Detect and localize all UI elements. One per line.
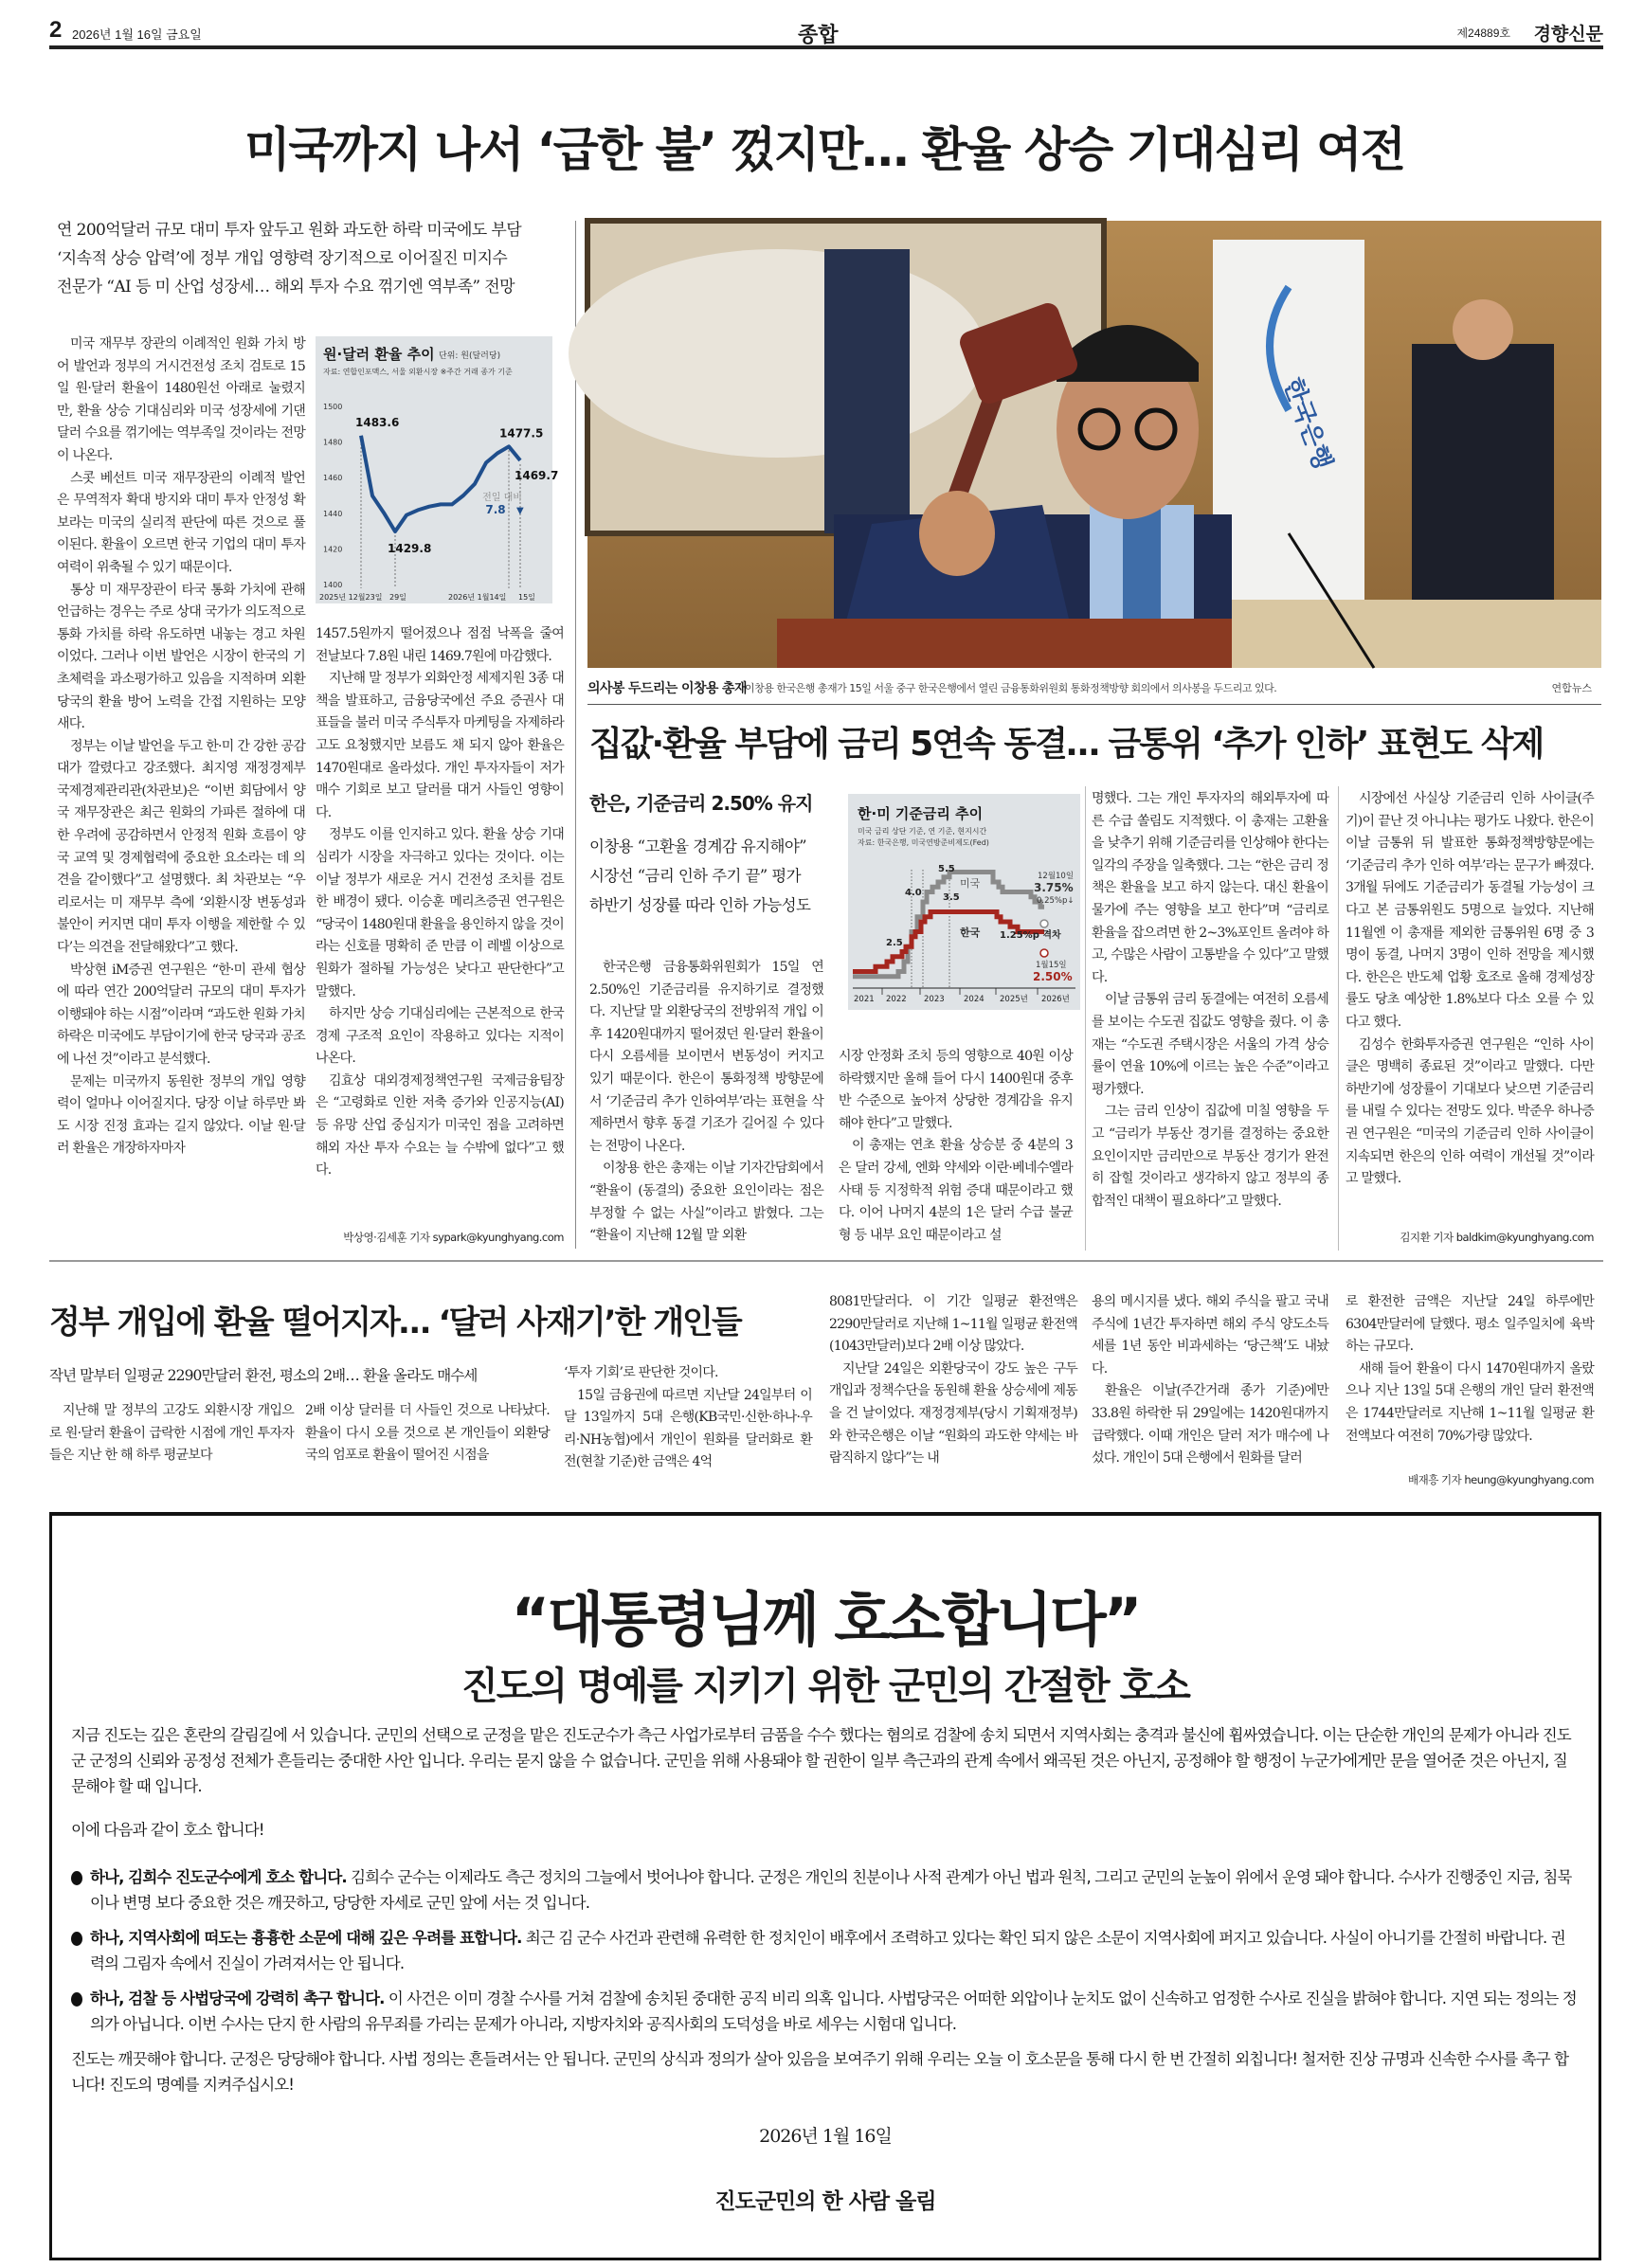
x-tick-label: 2023 bbox=[924, 995, 945, 1004]
masthead bbox=[49, 11, 1603, 49]
article1-decks bbox=[57, 216, 569, 301]
chart-source: 자료: 연합인포맥스, 서울 외환시장 ※주간 거래 종가 기준 bbox=[323, 368, 513, 376]
series-label-korea: 한국 bbox=[960, 927, 981, 939]
article3-column-4 bbox=[829, 1291, 1077, 1492]
x-tick-label: 29일 bbox=[389, 593, 406, 602]
deck-line: ‘지속적 상승 압력’에 정부 개입 영향력 장기적으로 이어질진 미지수 bbox=[57, 249, 508, 268]
page-number: 2 bbox=[49, 17, 63, 43]
section-name: 종합 bbox=[798, 24, 839, 47]
article2-column-3 bbox=[1092, 788, 1328, 1251]
paragraph: 지난해 말 정부의 고강도 외환시장 개입으로 원·달러 환율이 급락한 시점에 개인 투자자들은 지난 한 해 하루 평균보다 bbox=[49, 1403, 294, 1464]
interest-rate-chart-svg bbox=[848, 794, 1080, 1010]
paragraph: 스콧 베선트 미국 재무장관의 이례적 발언은 무역적자 확대 방지와 대미 투자 안정성 확보라는 미국의 실리적 판단에 따른 것으로 풀이된다. 환율이 오르면 한국 기업의 대미 투자 여력이 위축될 수 있기 때문이다. bbox=[57, 470, 305, 575]
article2-headline: 집값·환율 부담에 금리 5연속 동결… 금통위 ‘추가 인하’ 표현도 삭제 bbox=[589, 725, 1544, 764]
change-value: 7.8 bbox=[485, 503, 506, 516]
paragraph: 1457.5원까지 떨어졌으나 점점 낙폭을 줄여 전날보다 7.8원 내린 1469.7원에 마감했다. bbox=[316, 626, 564, 664]
flag-text: 한국은행 bbox=[1277, 374, 1337, 474]
appeal-text: 이 사건은 이미 경찰 수사를 거쳐 검찰에 송치된 중대한 공직 비리 의혹 입니다. 사법당국은 어떠한 외압이나 눈치도 없이 신속하고 엄정한 수사로 진실을 밝혀야 합니다. 지연 되는 정의는 정의가 아닙니다. 이번 수사는 단지 한 사람의 유무죄를 가리는 문제가 아니라, 지방자치와 공직사회의 도덕성을 바로 세우는 시험대 입니다. bbox=[90, 1989, 1577, 2033]
korea-rate-line bbox=[853, 912, 1044, 972]
ad-signer: 진도군민의 한 사람 올림 bbox=[714, 2188, 936, 2214]
paragraph: 그는 금리 인상이 집값에 미칠 영향을 두고 “금리가 부동산 경기를 결정하는 중요한 요인이지만 금리만으로 부동산 경기가 완전히 잡힐 것이라고 생각하지 않고 정부의 종합적인 대책이 필요하다”고 말했다. bbox=[1092, 1104, 1328, 1209]
deck-line: 전문가 “AI 등 미 산업 성장세… 해외 투자 수요 꺾기엔 역부족” 전망 bbox=[57, 278, 515, 297]
paragraph: 용의 메시지를 냈다. 해외 주식을 팔고 국내 주식에 1년간 투자하면 해외 주식 양도소득세를 1년 동안 비과세하는 ‘당근책’도 내놨다. bbox=[1092, 1294, 1328, 1377]
section-divider bbox=[49, 1260, 1603, 1262]
bullet-icon bbox=[71, 1932, 82, 1946]
article3-headline: 정부 개입에 환율 떨어지자… ‘달러 사재기’한 개인들 bbox=[49, 1304, 741, 1341]
us-endpoint bbox=[1040, 920, 1048, 927]
paragraph: 하지만 상승 기대심리에는 근본적으로 한국 경제 구조적 요인이 작용하고 있다는 지적이 나온다. bbox=[316, 1006, 564, 1067]
column-divider bbox=[1338, 786, 1339, 1251]
data-label: 4.0 bbox=[905, 888, 922, 898]
annotation-date: 12월10일 bbox=[1038, 872, 1075, 881]
korea-rate-value: 2.50% bbox=[1033, 970, 1073, 983]
ad-lead-in: 이에 다음과 같이 호소 합니다! bbox=[71, 1821, 264, 1839]
chart-source: 자료: 한국은행, 미국연방준비제도(Fed) bbox=[858, 838, 989, 847]
paragraph: 8081만달러다. 이 기간 일평균 환전액은 2290만달러로 지난해 1~11월 일평균 환전액(1043만달러)보다 2배 이상 많았다. bbox=[829, 1294, 1077, 1355]
paragraph: 김성수 한화투자증권 연구원은 “인하 사이클은 명백히 종료된 것”이라고 말했다. 다만 하반기에 성장률이 기대보다 낮으면 기준금리를 내릴 수 있다는 전망도 있다. 박준우 하나증권 연구원은 “미국의 기준금리 인하 사이클이 지속되면 한은의 인하 여력이 개선될 것”이라고 말했다. bbox=[1346, 1036, 1594, 1187]
appeal-text: 최근 김 군수 사건과 관련해 유력한 한 정치인이 배후에서 조력하고 있다는 확인 되지 않은 소문이 지역사회에 퍼지고 있습니다. 사실이 아니기를 간절히 바랍니다. 권력의 그림자 속에서 진실이 가려져서는 안 됩니다. bbox=[90, 1929, 1565, 1972]
paragraph: 정부는 이날 발언을 두고 한·미 간 강한 공감대가 깔렸다고 강조했다. 최지영 재정경제부 국제경제관리관(차관보)은 “이번 회담에서 양국 재무장관은 최근 원화의 가파른 절하에 대한 우려에 공감하면서 안정적 원화 흐름이 양국 교역 및 경제협력에 중요한 요소라는 데 의견을 같이했다”고 설명했다. 최 차관보는 “우리로서는 미 재무부 측에 ‘외환시장 변동성과 불안이 커지면 대미 투자 이행을 제한할 수 있다’는 의견을 전달해왔다”고 했다. bbox=[57, 738, 305, 956]
ad-date: 2026년 1월 16일 bbox=[759, 2126, 892, 2147]
bank-of-korea-flag bbox=[1213, 240, 1364, 628]
issue-date: 2026년 1월 16일 금요일 bbox=[72, 27, 202, 42]
data-label: 5.5 bbox=[938, 864, 955, 874]
article2-decks bbox=[589, 832, 826, 920]
main-headline: 미국까지 나서 ‘급한 불’ 껐지만… 환율 상승 기대심리 여전 bbox=[244, 122, 1404, 177]
paragraph: ‘투자 기회’로 판단한 것이다. bbox=[564, 1365, 718, 1380]
data-label: 3.5 bbox=[943, 892, 960, 903]
ad-title: “대통령님께 호소합니다” bbox=[511, 1585, 1140, 1654]
paragraph: 명했다. 그는 개인 투자자의 해외투자에 따른 수급 쏠림도 지적했다. 이 총재는 고환율을 낮추기 위해 기준금리를 인상해야 한다는 일각의 주장을 일축했다. 그는 “한은 금리 정책은 환율을 보고 하지 않는다. 대신 환율이 물가에 주는 영향을 보고 한다”며 “금리로 환율을 잡으려면 한 2~3%포인트 올려야 하고, 수많은 사람이 고통받을 수 있다”고 말했다. bbox=[1092, 791, 1328, 985]
chart-unit: 단위: 원(달러당) bbox=[439, 351, 501, 361]
exchange-rate-chart-svg bbox=[316, 336, 559, 603]
data-label: 2.5 bbox=[886, 938, 903, 948]
x-tick-label: 2025년 12월23일 bbox=[319, 593, 383, 602]
rate-gap: 1.25%p 격차 bbox=[1000, 930, 1061, 941]
article2-column-4 bbox=[1346, 788, 1594, 1230]
chart-annotation: 전일 대비 bbox=[482, 493, 522, 503]
paragraph: 지난달 24일은 외환당국이 강도 높은 구두개입과 정책수단을 동원해 환율 상승세에 제동을 건 날이었다. 재정경제부(당시 기획재정부)와 한국은행은 이날 “원화의 과도한 약세는 바람직하지 않다”는 내 bbox=[829, 1360, 1077, 1467]
ad-appeal-item bbox=[71, 1986, 1578, 2037]
exchange-rate-line bbox=[361, 436, 520, 531]
advertisement-box bbox=[49, 1512, 1601, 2260]
data-label: 1477.5 bbox=[499, 426, 544, 441]
article3-column-3 bbox=[564, 1362, 812, 1491]
paragraph: 이창용 한은 총재는 이날 기자간담회에서 “환율이 (동결의) 중요한 요인이라는 점은 부정할 수 없는 사실”이라고 밝혔다. 그는 “환율이 지난해 12월 말 외환 bbox=[589, 1161, 823, 1244]
paragraph: 이날 금통위 금리 동결에는 여전히 오름세를 보이는 수도권 집값도 영향을 줬다. 이 총재는 “수도권 주택시장은 서울의 가격 상승률이 연율 10%에 이르는 높은 수준”이라고 평가했다. bbox=[1092, 992, 1328, 1097]
chart-subtitle: 미국 금리 상단 기준, 연 기준, 현지시간 bbox=[858, 827, 987, 836]
y-tick-label: 1480 bbox=[323, 438, 343, 447]
paragraph: 시장 안정화 조치 등의 영향으로 40원 이상 하락했지만 올해 들어 다시 1400원대 중후반 수준으로 높아져 상당한 경계감을 유지해야 한다”고 말했다. bbox=[839, 1049, 1073, 1131]
article2-column-1 bbox=[589, 957, 823, 1251]
appeal-heading: 하나, 지역사회에 떠도는 흉흉한 소문에 대해 깊은 우려를 표합니다. bbox=[90, 1929, 522, 1947]
caption-title: 의사봉 두드리는 이창용 총재 bbox=[587, 681, 747, 696]
bullet-icon bbox=[71, 1871, 82, 1885]
photo-credit: 연합뉴스 bbox=[1551, 682, 1592, 694]
data-label: 1469.7 bbox=[515, 468, 559, 482]
article3-column-5 bbox=[1092, 1291, 1328, 1492]
exchange-rate-chart bbox=[316, 336, 559, 603]
ad-appeal-item bbox=[71, 1864, 1578, 1916]
appeal-heading: 하나, 김희수 진도군수에게 호소 합니다. bbox=[90, 1868, 347, 1886]
paragraph: 한국은행 금융통화위원회가 15일 연 2.50%인 기준금리를 유지하기로 결정했다. 지난달 말 외환당국의 전방위적 개입 이후 1420원대까지 떨어졌던 원·달러 환율이 다시 오름세를 보이면서 변동성이 커지고 있기 때문이다. 한은이 통화정책 방향문에서 ‘기준금리 추가 인하여부’라는 표현을 삭제하면서 향후 동결 기조가 길어질 수 있다는 전망이 나온다. bbox=[589, 960, 823, 1154]
x-tick-label: 2021 bbox=[854, 995, 875, 1004]
paragraph: 미국 재무부 장관의 이례적인 원화 가치 방어 발언과 정부의 거시건전성 조치 검토로 15일 원·달러 환율이 1480원선 아래로 눌렸지만, 환율 상승 기대심리와 미국 성장세에 기댄 달러 수요를 꺾기에는 역부족일 것이라는 전망이 나온다. bbox=[57, 336, 305, 463]
ad-subtitle: 진도의 명예를 지키기 위한 군민의 간절한 호소 bbox=[461, 1665, 1189, 1708]
article3-column-2 bbox=[305, 1400, 550, 1491]
deck-line: 시장선 “금리 인하 주기 끝” 평가 bbox=[589, 867, 801, 885]
paragraph: 김효상 대외경제정책연구원 국제금융팀장은 “고령화로 인한 저축 증가와 인공지능(AI) 등 유망 산업 중심지가 미국인 점을 고려하면 해외 자산 투자 수요는 늘 수밖에 없다”고 했다. bbox=[316, 1072, 564, 1179]
article1-column-2 bbox=[316, 623, 564, 1192]
ad-intro: 지금 진도는 깊은 혼란의 갈림길에 서 있습니다. 군민의 선택으로 군정을 맡은 진도군수가 측근 사업가로부터 금품을 수수 했다는 혐의로 검찰에 송치 되면서 지역사회는 충격과 불신에 휩싸였습니다. 이는 단순한 개인의 문제가 아니라 진도군 군정의 신뢰와 공정성 전체가 흔들리는 중대한 사안 입니다. 우리는 묻지 않을 수 없습니다. 군민을 위해 사용돼야 할 권한이 일부 측근과의 관계 속에서 왜곡된 것은 아닌지, 공정해야 할 행정이 누군가에게만 문을 열어준 것은 아닌지, 질문해야 할 때 입니다. bbox=[71, 1726, 1571, 1795]
x-tick-label: 2026년 1월14일 bbox=[448, 593, 507, 602]
deck-line: 이창용 “고환율 경계감 유지해야” bbox=[589, 837, 807, 855]
us-rate-line bbox=[853, 873, 1044, 977]
y-tick-label: 1460 bbox=[323, 474, 343, 483]
article3-column-1 bbox=[49, 1400, 294, 1491]
appeal-heading: 하나, 검찰 등 사법당국에 강력히 촉구 합니다. bbox=[90, 1989, 385, 2007]
news-photo bbox=[587, 221, 1601, 668]
bullet-icon bbox=[71, 1992, 82, 2007]
paragraph: 환율은 이날(주간거래 종가 기준)에만 33.8원 하락한 뒤 29일에는 1420원대까지 급락했다. 이때 개인은 달러 저가 매수에 나섰다. 개인이 5대 은행에서 원화를 달러 bbox=[1092, 1383, 1328, 1467]
us-rate-value: 3.75% bbox=[1034, 881, 1074, 894]
article2-column-2 bbox=[839, 1046, 1073, 1251]
annotation-date: 1월15일 bbox=[1036, 961, 1067, 970]
chart-title: 한·미 기준금리 추이 bbox=[858, 805, 984, 822]
x-tick-label: 2022 bbox=[886, 995, 907, 1004]
paragraph: 지난해 말 정부가 외화안정 세제지원 3종 대책을 발표하고, 금융당국에선 주요 증권사 대표들을 불러 미국 주식투자 마케팅을 자제하라고도 요청했지만 보름도 채 되지 않아 환율은 1470원대로 올라섰다. 개인 투자자들이 저가 매수 기회로 보고 달러를 대거 사들인 영향이다. bbox=[316, 671, 564, 820]
x-tick-label: 2024 bbox=[964, 995, 985, 1004]
data-label: 1429.8 bbox=[388, 541, 432, 555]
divider bbox=[587, 704, 1601, 705]
caption-text: 이창용 한국은행 총재가 15일 서울 중구 한국은행에서 열린 금융통화위원회 통화정책방향 회의에서 의사봉을 두드리고 있다. bbox=[745, 682, 1277, 694]
chart-title: 원·달러 환율 추이 bbox=[323, 346, 435, 363]
deck-line: 연 200억달러 규모 대미 투자 앞두고 원화 과도한 하락 미국에도 부담 bbox=[57, 221, 522, 240]
article3-byline: 배재흥 기자 heung@kyunghyang.com bbox=[1408, 1473, 1594, 1486]
ad-closing: 진도는 깨끗해야 합니다. 군정은 당당해야 합니다. 사법 정의는 흔들려서는 안 됩니다. 군민의 상식과 정의가 살아 있음을 보여주기 위해 우리는 오늘 이 호소문을 통해 다시 한 번 간절히 외칩니다! 철저한 진상 규명과 신속한 수사를 촉구 합니다! 진도의 명예를 지켜주십시오! bbox=[71, 2050, 1569, 2094]
paragraph: 정부도 이를 인지하고 있다. 환율 상승 기대심리가 시장을 자극하고 있다는 것이다. 이는 이날 정부가 새로운 거시 건전성 조치를 검토한 배경이 됐다. 이승훈 메리츠증권 연구원은 “당국이 1480원대 환율을 용인하지 않을 것이라는 신호를 명확히 준 만큼 이 레벨 이상으로 원화가 절하될 가능성은 낮다고 판단한다”고 말했다. bbox=[316, 827, 564, 999]
x-tick-label: 15일 bbox=[518, 593, 535, 602]
paragraph: 통상 미 재무장관이 타국 통화 가치에 관해 언급하는 경우는 주로 상대 국가가 의도적으로 통화 가치를 하락 유도하면 내놓는 경고 차원이었다. 그러나 이번 발언은 시장이 한국의 기초체력을 과소평가하고 있음을 지적하며 외환당국의 환율 방어 노력을 간접 지원하는 모양새다. bbox=[57, 582, 305, 732]
y-tick-label: 1500 bbox=[323, 403, 343, 411]
paper-logo: 경향신문 bbox=[1533, 24, 1603, 45]
paragraph: 문제는 미국까지 동원한 정부의 개입 영향력이 얼마나 이어질지다. 당장 이날 하루만 봐도 시장 진정 효과는 길지 않았다. 이날 원·달러 환율은 개장하자마자 bbox=[57, 1073, 305, 1157]
column-divider bbox=[1085, 786, 1086, 1251]
article1-column-1 bbox=[57, 333, 305, 1251]
paragraph: 로 환전한 금액은 지난달 24일 하루에만 6304만달러에 달했다. 평소 일주일치에 육박하는 규모다. bbox=[1346, 1294, 1594, 1355]
x-tick-label: 2025년 bbox=[1000, 995, 1028, 1004]
photo-bank-of-korea-governor bbox=[587, 221, 1601, 668]
article3-deck: 작년 말부터 일평균 2290만달러 환전, 평소의 2배… 환율 올라도 매수세 bbox=[49, 1367, 478, 1384]
x-tick-label: 2026년 bbox=[1041, 995, 1070, 1004]
us-rate-change: 0.25%p↓ bbox=[1037, 896, 1075, 906]
interest-rate-chart bbox=[848, 794, 1080, 1010]
deck-line: 하반기 성장률 따라 인하 가능성도 bbox=[589, 896, 811, 914]
y-tick-label: 1440 bbox=[323, 509, 343, 518]
korea-endpoint bbox=[1040, 949, 1048, 957]
down-arrow-icon: ▼ bbox=[516, 506, 524, 516]
article3-column-6 bbox=[1346, 1291, 1594, 1471]
y-tick-label: 1420 bbox=[323, 545, 343, 554]
paragraph: 시장에선 사실상 기준금리 인하 사이클(주기)이 끝난 것 아니냐는 평가도 나왔다. 한은이 이날 금통위 뒤 발표한 통화정책방향문에는 ‘기준금리 추가 인하 여부’라는 문구가 빠졌다. 3개월 뒤에도 기준금리가 동결될 가능성이 크다고 본 금통위원도 5명으로 늘었다. 지난해 11월엔 이 총재를 제외한 금통위원 6명 중 3명이 동결, 나머지 3명이 인하 전망을 제시했다. 한은은 반도체 업황 호조로 올해 경제성장률도 당초 예상한 1.8%보다 다소 오를 수 있다고 했다. bbox=[1346, 791, 1594, 1030]
issue-number: 제24889호 bbox=[1456, 27, 1510, 40]
series-label-us: 미국 bbox=[960, 877, 981, 890]
paragraph: 15일 금융권에 따르면 지난달 24일부터 이달 13일까지 5대 은행(KB국민·신한·하나·우리·NH농협)에서 개인이 원화를 달러화로 환전(현찰 기준)한 금액은 4억 bbox=[564, 1387, 812, 1470]
article2-kicker: 한은, 기준금리 2.50% 유지 bbox=[589, 792, 813, 815]
y-tick-label: 1400 bbox=[323, 581, 343, 589]
data-label: 1483.6 bbox=[355, 415, 400, 429]
paragraph: 2배 이상 달러를 더 사들인 것으로 나타났다. 환율이 다시 오를 것으로 본 개인들이 외환당국의 엄포로 환율이 떨어진 시점을 bbox=[305, 1403, 550, 1464]
paragraph: 새해 들어 환율이 다시 1470원대까지 올랐으나 지난 13일 5대 은행의 개인 달러 환전액은 1744만달러로 지난해 1~11월 일평균 환전액보다 여전히 70%가량 많았다. bbox=[1346, 1360, 1594, 1444]
paragraph: 이 총재는 연초 환율 상승분 중 4분의 3은 달러 강세, 엔화 약세와 이란·베네수엘라 사태 등 지정학적 위험 증대 때문이라고 했다. 이어 나머지 4분의 1은 달러 수급 불균형 등 내부 요인 때문이라고 설 bbox=[839, 1138, 1073, 1243]
ad-appeal-item bbox=[71, 1925, 1578, 1976]
appeal-text: 김희수 군수는 이제라도 측근 정치의 그늘에서 벗어나야 합니다. 군정은 개인의 친분이나 사적 관계가 아닌 법과 원칙, 그리고 군민의 눈높이 위에서 운영 돼야 합니다. 수사가 진행중인 지금, 침묵이나 변명 보다 중요한 것은 깨끗하고, 당당한 자세로 군민 앞에 서는 것 입니다. bbox=[90, 1868, 1572, 1912]
article2-byline: 김지환 기자 baldkim@kyunghyang.com bbox=[1400, 1231, 1594, 1244]
paragraph: 박상현 iM증권 연구원은 “한·미 관세 협상에 따라 연간 200억달러 규모의 대미 투자가 이행돼야 하는 시점”이라며 “과도한 원화 가치 하락은 미국에도 부담이기에 한국 당국과 공조에 나선 것”이라고 분석했다. bbox=[57, 962, 305, 1067]
photo-caption bbox=[587, 675, 1601, 701]
article1-byline: 박상영·김세훈 기자 sypark@kyunghyang.com bbox=[343, 1231, 564, 1244]
